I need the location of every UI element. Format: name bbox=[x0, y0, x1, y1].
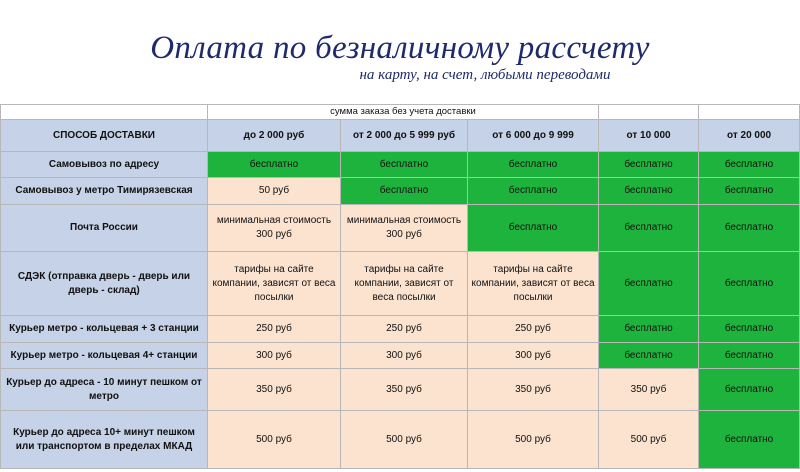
column-header: от 2 000 до 5 999 руб bbox=[341, 120, 468, 152]
table-row bbox=[1, 252, 800, 316]
price-cell: бесплатно bbox=[341, 152, 468, 178]
price-cell: 250 руб bbox=[341, 316, 468, 343]
price-cell: 350 руб bbox=[208, 369, 341, 411]
price-cell: 300 руб bbox=[208, 343, 341, 369]
price-cell: бесплатно bbox=[468, 205, 599, 252]
row-label: Курьер до адреса 10+ минут пешком или транспортом в пределах МКАД bbox=[1, 411, 208, 469]
price-cell: бесплатно bbox=[699, 369, 800, 411]
column-header: от 6 000 до 9 999 bbox=[468, 120, 599, 152]
header-row bbox=[1, 120, 800, 152]
price-cell: 350 руб bbox=[468, 369, 599, 411]
price-cell: бесплатно bbox=[599, 178, 699, 205]
price-cell: бесплатно bbox=[699, 411, 800, 469]
price-cell: минимальная стоимость 300 руб bbox=[341, 205, 468, 252]
delivery-price-table bbox=[0, 104, 800, 469]
price-cell: бесплатно bbox=[699, 343, 800, 369]
row-label: СДЭК (отправка дверь - дверь или дверь - склад) bbox=[1, 252, 208, 316]
row-label: Курьер метро - кольцевая + 3 станции bbox=[1, 316, 208, 343]
row-label: Курьер метро - кольцевая 4+ станции bbox=[1, 343, 208, 369]
price-cell: 350 руб bbox=[599, 369, 699, 411]
price-cell: бесплатно bbox=[341, 178, 468, 205]
price-cell: бесплатно bbox=[468, 152, 599, 178]
page-title: Оплата по безналичному рассчету bbox=[150, 30, 650, 66]
price-cell: 250 руб bbox=[468, 316, 599, 343]
caption-blank-cell bbox=[699, 105, 800, 120]
price-cell: 500 руб bbox=[341, 411, 468, 469]
row-label: Самовывоз у метро Тимирязевская bbox=[1, 178, 208, 205]
price-cell: тарифы на сайте компании, зависят от веса посылки bbox=[208, 252, 341, 316]
price-cell: бесплатно bbox=[599, 316, 699, 343]
price-cell: минимальная стоимость 300 руб bbox=[208, 205, 341, 252]
table-row bbox=[1, 178, 800, 205]
price-cell: тарифы на сайте компании, зависят от веса посылки bbox=[468, 252, 599, 316]
caption-blank-cell bbox=[1, 105, 208, 120]
price-cell: бесплатно bbox=[468, 178, 599, 205]
price-cell: бесплатно bbox=[599, 205, 699, 252]
price-cell: бесплатно bbox=[699, 152, 800, 178]
price-cell: бесплатно bbox=[699, 205, 800, 252]
page-subtitle: на карту, на счет, любыми переводами bbox=[359, 67, 611, 83]
price-cell: бесплатно bbox=[599, 252, 699, 316]
table-row bbox=[1, 205, 800, 252]
table-row bbox=[1, 316, 800, 343]
price-cell: 250 руб bbox=[208, 316, 341, 343]
price-cell: бесплатно bbox=[208, 152, 341, 178]
table-caption: сумма заказа без учета доставки bbox=[208, 105, 599, 120]
price-cell: бесплатно bbox=[599, 152, 699, 178]
price-cell: 500 руб bbox=[599, 411, 699, 469]
column-header: до 2 000 руб bbox=[208, 120, 341, 152]
table-row bbox=[1, 343, 800, 369]
table-row bbox=[1, 369, 800, 411]
row-label: Курьер до адреса - 10 минут пешком от метро bbox=[1, 369, 208, 411]
column-header: от 20 000 bbox=[699, 120, 800, 152]
caption-row bbox=[1, 105, 800, 120]
price-cell: бесплатно bbox=[699, 178, 800, 205]
table-row bbox=[1, 152, 800, 178]
row-label: Почта России bbox=[1, 205, 208, 252]
price-cell: 50 руб bbox=[208, 178, 341, 205]
column-header-method: СПОСОБ ДОСТАВКИ bbox=[1, 120, 208, 152]
price-cell: 300 руб bbox=[468, 343, 599, 369]
table-row bbox=[1, 411, 800, 469]
price-cell: бесплатно bbox=[699, 252, 800, 316]
row-label: Самовывоз по адресу bbox=[1, 152, 208, 178]
price-cell: 500 руб bbox=[468, 411, 599, 469]
price-cell: тарифы на сайте компании, зависят от веса посылки bbox=[341, 252, 468, 316]
price-cell: бесплатно bbox=[599, 343, 699, 369]
price-cell: бесплатно bbox=[699, 316, 800, 343]
price-cell: 350 руб bbox=[341, 369, 468, 411]
caption-blank-cell bbox=[599, 105, 699, 120]
column-header: от 10 000 bbox=[599, 120, 699, 152]
price-cell: 500 руб bbox=[208, 411, 341, 469]
price-cell: 300 руб bbox=[341, 343, 468, 369]
